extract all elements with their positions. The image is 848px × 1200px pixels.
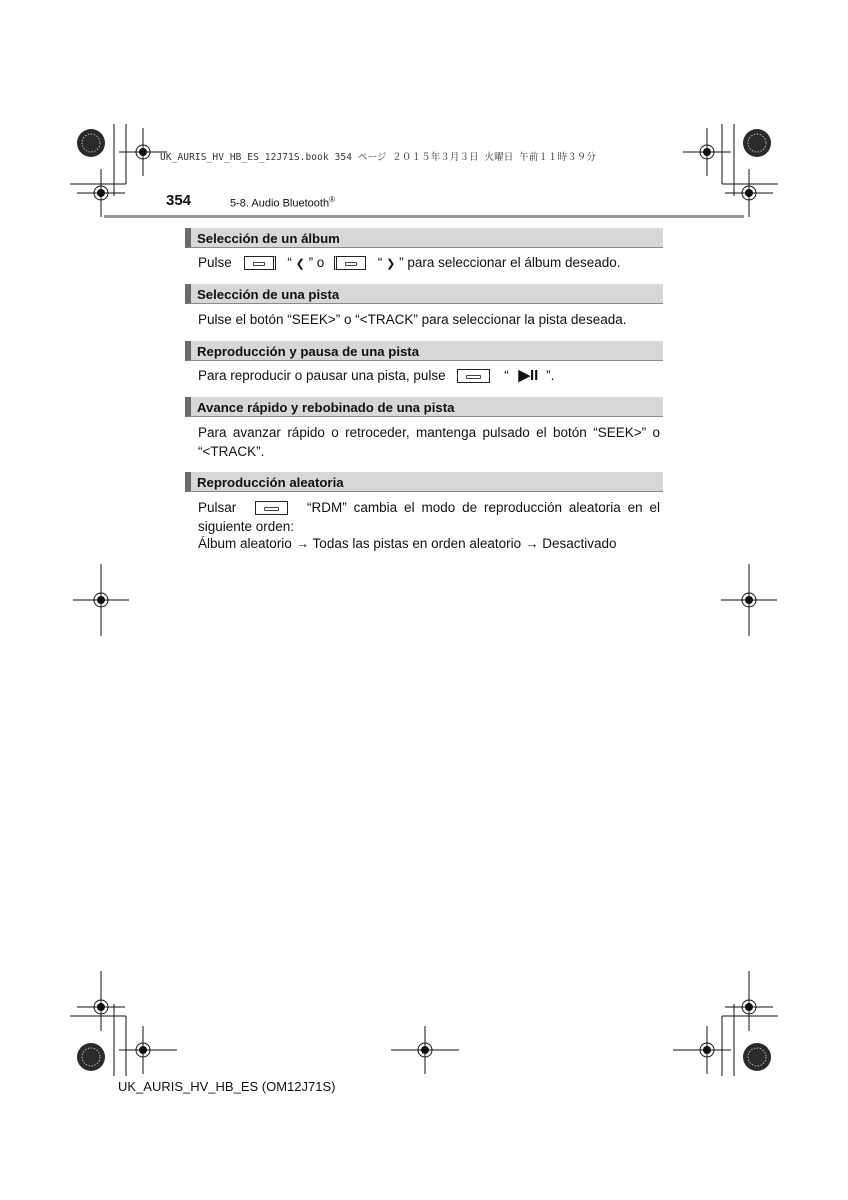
next-button-icon [334, 256, 366, 270]
random-order-text: Álbum aleatorio → Todas las pistas en orden aleatorio → Desactivado [198, 536, 617, 551]
header-rule [104, 215, 744, 218]
print-header: UK_AURIS_HV_HB_ES_12J71S.book 354 ページ ２０１５年３月３日 火曜日 午前１１時３９分 [160, 152, 596, 163]
heading-track-selection [185, 284, 663, 304]
section-title-text: 5-8. Audio Bluetooth [230, 197, 330, 210]
heading-play-pause [185, 341, 663, 361]
text-fragment: “ [504, 368, 509, 383]
text-fragment: “RDM” cambia el modo de reproducción aleatoria en el siguiente orden: [198, 500, 660, 534]
play-pause-text [198, 367, 554, 385]
rdm-button-icon [255, 501, 288, 515]
text-fragment: ” para seleccionar el álbum deseado. [399, 255, 621, 270]
text-fragment: “ [287, 255, 292, 270]
text-fragment: ” o [308, 255, 325, 270]
section-title [230, 195, 335, 210]
fast-forward-rewind-text: Para avanzar rápido o retroceder, mantenga pulsado el botón “SEEK>” o “<TRACK”. [198, 425, 660, 459]
footer-code: UK_AURIS_HV_HB_ES (OM12J71S) [118, 1079, 336, 1094]
heading-text: Selección de un álbum [197, 231, 340, 246]
random-playback-text [198, 498, 660, 536]
play-pause-button-icon [457, 369, 490, 383]
track-selection-text: Pulse el botón “SEEK>” o “<TRACK” para seleccionar la pista deseada. [198, 312, 627, 327]
registered-mark: ® [329, 195, 335, 204]
chevron-left-icon: ❮ [295, 258, 305, 270]
page-number: 354 [166, 192, 192, 209]
album-selection-text [198, 254, 621, 273]
heading-text: Avance rápido y rebobinado de una pista [197, 400, 455, 415]
heading-text: Selección de una pista [197, 287, 340, 302]
chevron-right-icon: ❯ [386, 258, 396, 270]
heading-text: Reproducción aleatoria [197, 475, 344, 490]
play-pause-icon: ▶II [518, 367, 539, 384]
text-fragment: ”. [546, 368, 555, 383]
text-fragment: Pulsar [198, 500, 237, 515]
text-fragment: Para reproducir o pausar una pista, pulse [198, 368, 446, 383]
heading-album-selection [185, 228, 663, 248]
heading-text: Reproducción y pausa de una pista [197, 344, 420, 359]
heading-random-playback [185, 472, 663, 492]
text-fragment: Pulse [198, 255, 232, 270]
text-fragment: “ [377, 255, 383, 270]
prev-button-icon [244, 256, 276, 270]
heading-fast-forward-rewind [185, 397, 663, 417]
